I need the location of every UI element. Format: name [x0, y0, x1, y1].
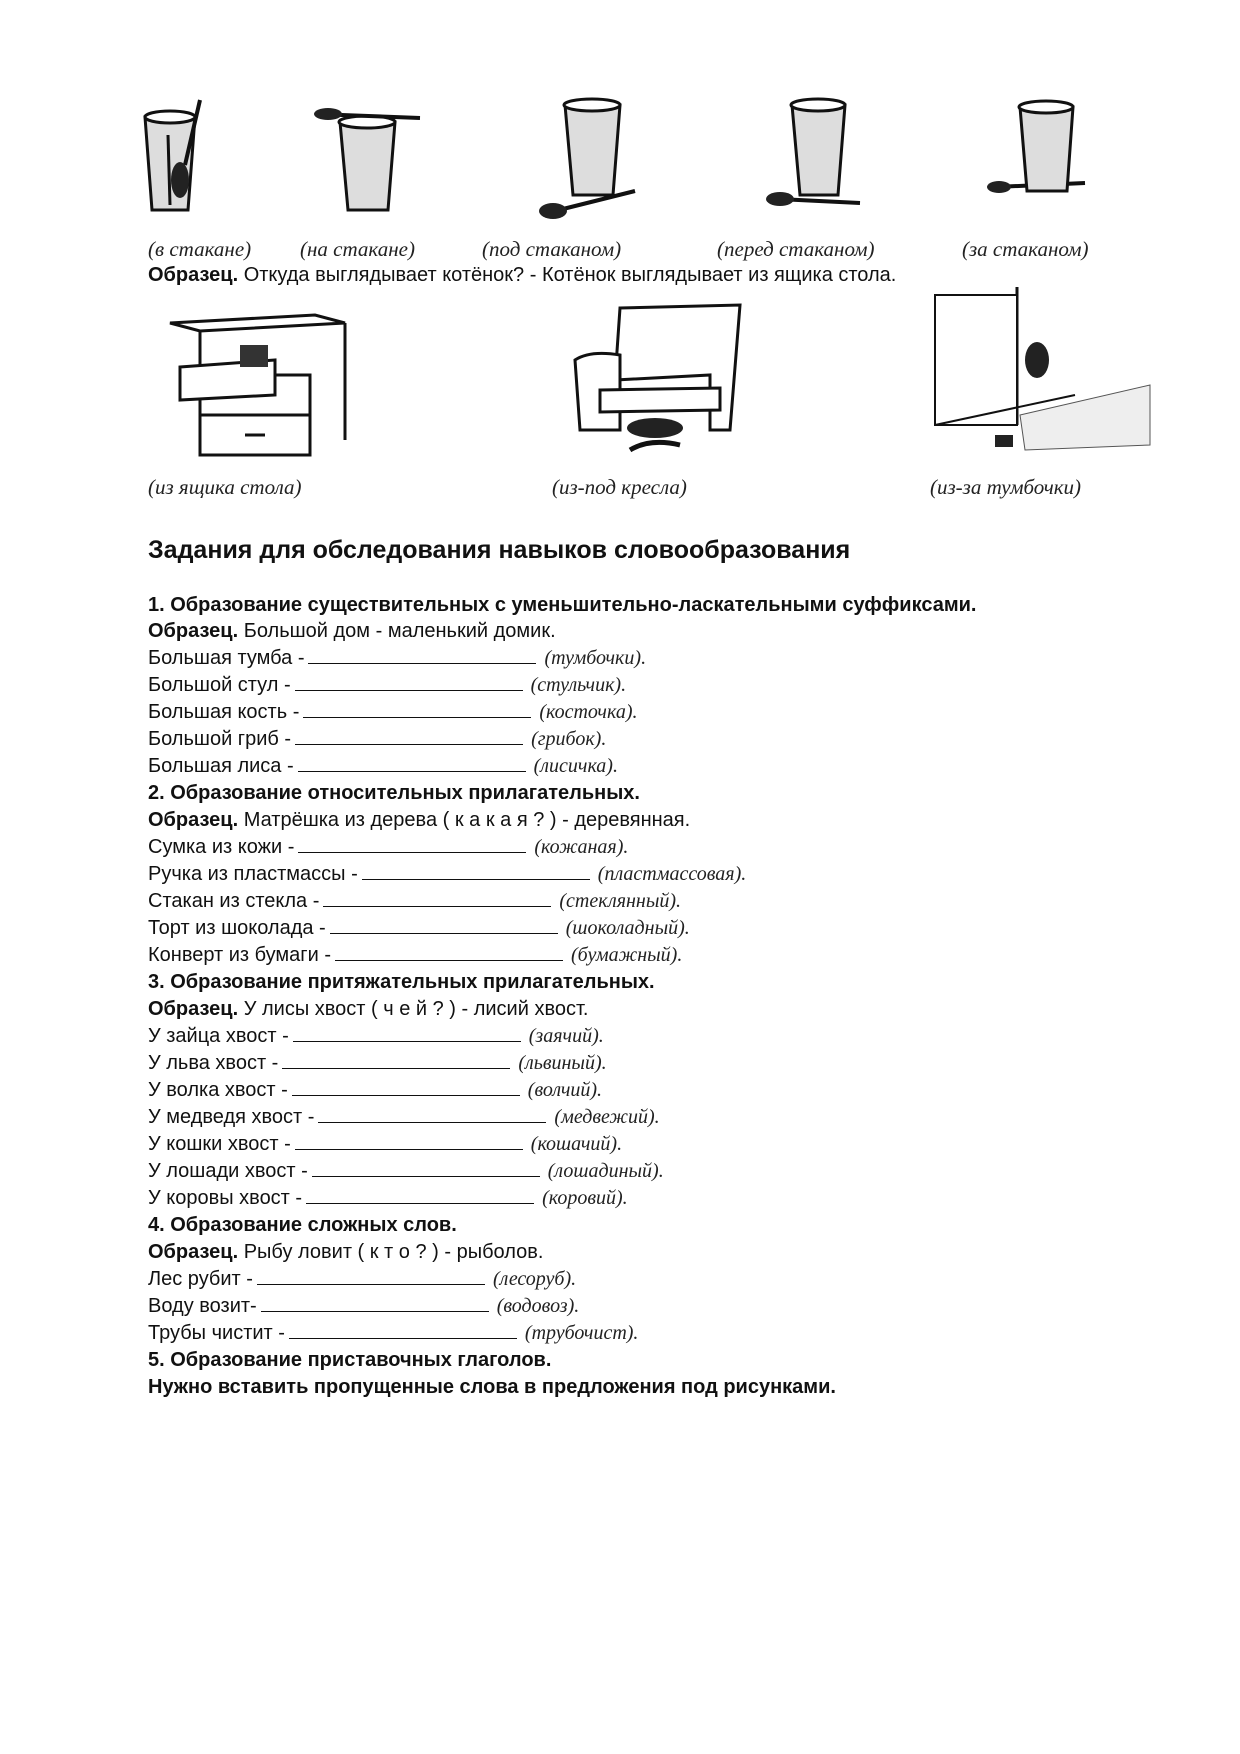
example-label: Образец. [148, 264, 239, 286]
answer-blank[interactable] [289, 1320, 517, 1339]
task-3-heading: 3. Образование притяжательных прилагательных. [148, 971, 655, 993]
answer-hint: (тумбочки). [544, 647, 647, 669]
task-2-example [148, 807, 690, 833]
answer-blank[interactable] [292, 1077, 520, 1096]
task-3-item [148, 1104, 660, 1130]
answer-hint: (лисичка). [533, 755, 618, 777]
task-1-heading: 1. Образование существительных с уменьшительно-ласкательными суффиксами. [148, 594, 977, 616]
example-text: Рыбу ловит ( к т о ? ) - рыболов. [243, 1241, 544, 1263]
glass-in-illustration [140, 95, 250, 220]
item-prompt: Ручка из пластмассы - [148, 863, 358, 885]
task-3-example [148, 996, 588, 1022]
task-2-item [148, 834, 628, 860]
glass-on-illustration [310, 100, 430, 220]
task-1-example [148, 618, 556, 644]
answer-hint: (медвежий). [554, 1106, 660, 1128]
example-text: Матрёшка из дерева ( к а к а я ? ) - деревянная. [243, 809, 691, 831]
item-prompt: Большой стул - [148, 674, 291, 696]
task-4-item [148, 1293, 579, 1319]
task-3-item [148, 1158, 664, 1184]
task-1-item [148, 699, 637, 725]
answer-blank[interactable] [282, 1050, 510, 1069]
answer-hint: (стульчик). [530, 674, 627, 696]
answer-hint: (бумажный). [571, 944, 683, 966]
answer-blank[interactable] [295, 1131, 523, 1150]
item-prompt: Большая кость - [148, 701, 300, 723]
answer-hint: (пластмассовая). [597, 863, 747, 885]
answer-blank[interactable] [303, 699, 531, 718]
task-2-heading: 2. Образование относительных прилагательных. [148, 782, 640, 804]
answer-blank[interactable] [335, 942, 563, 961]
item-prompt: У льва хвост - [148, 1052, 279, 1074]
answer-blank[interactable] [306, 1185, 534, 1204]
answer-hint: (грибок). [531, 728, 607, 750]
answer-hint: (лесоруб). [492, 1268, 577, 1290]
answer-hint: (кожаная). [534, 836, 629, 858]
task-2-item [148, 942, 682, 968]
answer-hint: (лошадиный). [547, 1160, 664, 1182]
answer-hint: (львиный). [518, 1052, 607, 1074]
caption-front-glass: (перед стаканом) [717, 237, 875, 261]
task-4-example [148, 1239, 543, 1265]
task-3-item [148, 1185, 628, 1211]
answer-hint: (косточка). [539, 701, 638, 723]
desk-illustration [165, 305, 350, 460]
cabinet-illustration [925, 285, 1150, 460]
example-label: Образец. [148, 998, 239, 1020]
task-3-item [148, 1023, 604, 1049]
answer-blank[interactable] [330, 915, 558, 934]
item-prompt: Конверт из бумаги - [148, 944, 331, 966]
task-1-item [148, 645, 646, 671]
example-text: Откуда выглядывает котёнок? - Котёнок выглядывает из ящика стола. [243, 264, 897, 286]
item-prompt: У коровы хвост - [148, 1187, 303, 1209]
task-4-item [148, 1320, 638, 1346]
task-2-item [148, 915, 690, 941]
armchair-illustration [560, 300, 750, 460]
answer-blank[interactable] [308, 645, 536, 664]
answer-blank[interactable] [298, 834, 526, 853]
caption-from-desk: (из ящика стола) [148, 475, 302, 499]
answer-blank[interactable] [323, 888, 551, 907]
task-3-item [148, 1077, 602, 1103]
answer-blank[interactable] [298, 753, 526, 772]
caption-under-armchair: (из-под кресла) [552, 475, 687, 499]
task-2-item [148, 861, 746, 887]
caption-in-glass: (в стакане) [148, 237, 252, 261]
task-5-instruction: Нужно вставить пропущенные слова в предложения под рисунками. [148, 1376, 836, 1398]
item-prompt: У зайца хвост - [148, 1025, 289, 1047]
caption-under-glass: (под стаканом) [482, 237, 622, 261]
answer-blank[interactable] [295, 672, 523, 691]
task-3-item [148, 1131, 622, 1157]
glass-behind-illustration [985, 95, 1100, 215]
answer-blank[interactable] [295, 726, 523, 745]
answer-blank[interactable] [312, 1158, 540, 1177]
caption-behind-cabinet: (из-за тумбочки) [930, 475, 1082, 499]
task-4-heading: 4. Образование сложных слов. [148, 1214, 457, 1236]
item-prompt: У волка хвост - [148, 1079, 288, 1101]
example-label: Образец. [148, 620, 239, 642]
answer-hint: (шоколадный). [565, 917, 690, 939]
item-prompt: Стакан из стекла - [148, 890, 320, 912]
answer-hint: (кошачий). [530, 1133, 623, 1155]
item-prompt: Воду возит- [148, 1295, 257, 1317]
answer-blank[interactable] [318, 1104, 546, 1123]
answer-hint: (заячий). [528, 1025, 604, 1047]
example-label: Образец. [148, 809, 239, 831]
answer-hint: (водовоз). [496, 1295, 580, 1317]
answer-hint: (трубочист). [524, 1322, 639, 1344]
answer-blank[interactable] [293, 1023, 521, 1042]
task-2-item [148, 888, 681, 914]
task-4-item [148, 1266, 576, 1292]
glass-front-illustration [760, 95, 875, 225]
item-prompt: У лошади хвост - [148, 1160, 308, 1182]
item-prompt: Лес рубит - [148, 1268, 253, 1290]
task-1-item [148, 672, 626, 698]
section-title: Задания для обследования навыков словообразования [148, 536, 851, 564]
item-prompt: Трубы чистит - [148, 1322, 285, 1344]
answer-hint: (волчий). [527, 1079, 603, 1101]
item-prompt: Большая тумба - [148, 647, 305, 669]
task-3-item [148, 1050, 607, 1076]
glass-under-illustration [535, 95, 645, 225]
caption-behind-glass: (за стаканом) [962, 237, 1089, 261]
example-text: Большой дом - маленький домик. [243, 620, 556, 642]
answer-blank[interactable] [362, 861, 590, 880]
caption-on-glass: (на стакане) [300, 237, 415, 261]
answer-hint: (коровий). [542, 1187, 628, 1209]
answer-hint: (стеклянный). [559, 890, 682, 912]
item-prompt: Сумка из кожи - [148, 836, 295, 858]
example-text: У лисы хвост ( ч е й ? ) - лисий хвост. [243, 998, 589, 1020]
item-prompt: У кошки хвост - [148, 1133, 291, 1155]
example-label: Образец. [148, 1241, 239, 1263]
task-5-heading: 5. Образование приставочных глаголов. [148, 1349, 552, 1371]
answer-blank[interactable] [257, 1266, 485, 1285]
item-prompt: Большой гриб - [148, 728, 292, 750]
kitten-example [148, 262, 896, 288]
answer-blank[interactable] [261, 1293, 489, 1312]
task-1-item [148, 726, 606, 752]
item-prompt: Большая лиса - [148, 755, 294, 777]
task-1-item [148, 753, 618, 779]
item-prompt: Торт из шоколада - [148, 917, 326, 939]
item-prompt: У медведя хвост - [148, 1106, 315, 1128]
